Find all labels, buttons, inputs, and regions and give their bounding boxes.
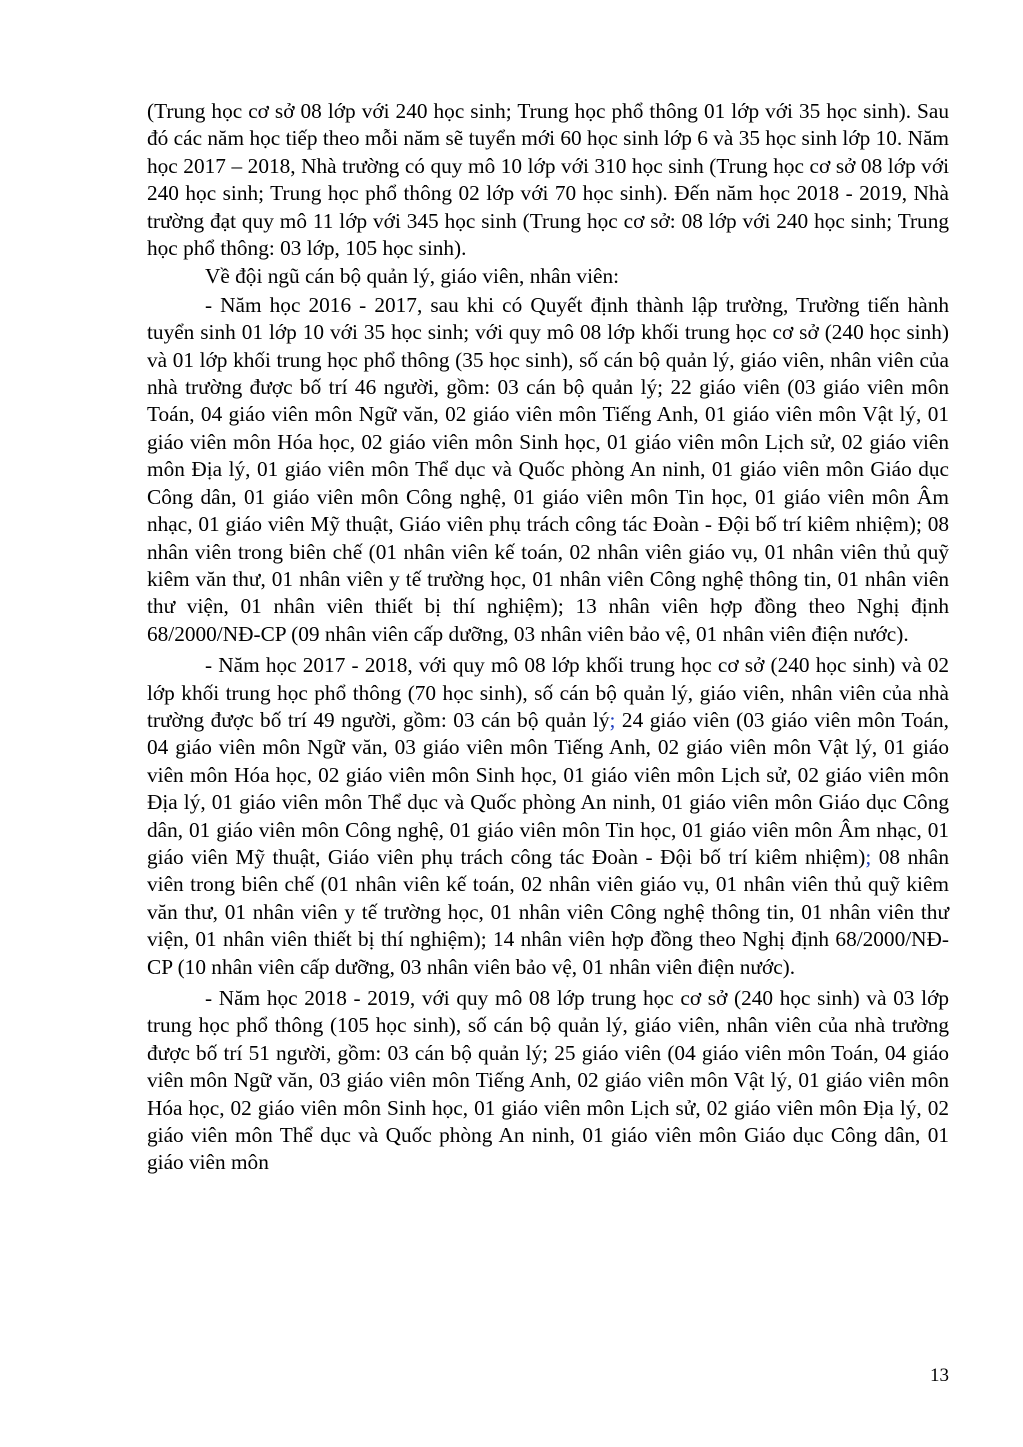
paragraph-staff-2017-2018-part1: - Năm học 2017 - 2018, với quy mô 08 lớp khối trung học cơ sở (240 học sinh) và 02 lớp khối trung học phổ thông (70 học sinh), số cán bộ quản lý, giáo viên, nhân viên của nhà trường được bố trí 49 người, gồm: 03 cán bộ quản lý xyxy=(147,653,949,732)
document-body xyxy=(147,98,949,1177)
paragraph-staff-2017-2018-part3: 08 nhân viên trong biên chế (01 nhân viên kế toán, 02 nhân viên giáo vụ, 01 nhân viên thủ quỹ kiêm văn thư, 01 nhân viên y tế trường học, 01 nhân viên Công nghệ thông tin, 01 nhân viên thư viện, 01 nhân viên thiết bị thí nghiệm); 14 nhân viên hợp đồng theo Nghị định 68/2000/NĐ-CP (10 nhân viên cấp dưỡng, 03 nhân viên bảo vệ, 01 nhân viên điện nước). xyxy=(147,844,949,979)
paragraph-staff-2017-2018-part2: 24 giáo viên (03 giáo viên môn Toán, 04 giáo viên môn Ngữ văn, 03 giáo viên môn Tiếng Anh, 02 giáo viên môn Vật lý, 01 giáo viên môn Hóa học, 02 giáo viên môn Sinh học, 01 giáo viên môn Lịch sử, 02 giáo viên môn Địa lý, 01 giáo viên môn Thể dục và Quốc phòng An ninh, 01 giáo viên môn Giáo dục Công dân, 01 giáo viên môn Công nghệ, 01 giáo viên môn Tin học, 01 giáo viên môn Âm nhạc, 01 giáo viên Mỹ thuật, Giáo viên phụ trách công tác Đoàn - Đội bố trí kiêm nhiệm) xyxy=(147,707,949,869)
paragraph-staff-2018-2019: - Năm học 2018 - 2019, với quy mô 08 lớp trung học cơ sở (240 học sinh) và 03 lớp trung học phổ thông (105 học sinh), số cán bộ quản lý, giáo viên, nhân viên của nhà trường được bố trí 51 người, gồm: 03 cán bộ quản lý; 25 giáo viên (04 giáo viên môn Toán, 04 giáo viên môn Ngữ văn, 03 giáo viên môn Tiếng Anh, 02 giáo viên môn Vật lý, 01 giáo viên môn Hóa học, 02 giáo viên môn Sinh học, 01 giáo viên môn Lịch sử, 02 giáo viên môn Địa lý, 02 giáo viên môn Thể dục và Quốc phòng An ninh, 01 giáo viên môn Giáo dục Công dân, 01 giáo viên môn xyxy=(147,986,949,1175)
paragraph-staff-2017-2018 xyxy=(147,652,949,981)
page-number: 13 xyxy=(930,1365,949,1386)
paragraph-enrollment-summary: (Trung học cơ sở 08 lớp với 240 học sinh; Trung học phổ thông 01 lớp với 35 học sinh). Sau đó các năm học tiếp theo mỗi năm sẽ tuyển mới 60 học sinh lớp 6 và 35 học sinh lớp 10. Năm học 2017 – 2018, Nhà trường có quy mô 10 lớp với 310 học sinh (Trung học cơ sở 08 lớp với 240 học sinh; Trung học phổ thông 02 lớp với 70 học sinh). Đến năm học 2018 - 2019, Nhà trường đạt quy mô 11 lớp với 345 học sinh (Trung học cơ sở: 08 lớp với 240 học sinh; Trung học phổ thông: 03 lớp, 105 học sinh). xyxy=(147,99,949,261)
paragraph-staff-heading: Về đội ngũ cán bộ quản lý, giáo viên, nhân viên: xyxy=(205,264,620,289)
highlighted-semicolon: ; xyxy=(609,707,616,732)
highlighted-semicolon: ; xyxy=(865,844,872,869)
paragraph-staff-2016-2017: - Năm học 2016 - 2017, sau khi có Quyết định thành lập trường, Trường tiến hành tuyển sinh 01 lớp 10 với 35 học sinh; với quy mô 08 lớp khối trung học cơ sở (240 học sinh) và 01 lớp khối trung học phổ thông (35 học sinh), số cán bộ quản lý, giáo viên, nhân viên của nhà trường được bố trí 46 người, gồm: 03 cán bộ quản lý; 22 giáo viên (03 giáo viên môn Toán, 04 giáo viên môn Ngữ văn, 02 giáo viên môn Tiếng Anh, 01 giáo viên môn Vật lý, 01 giáo viên môn Hóa học, 02 giáo viên môn Sinh học, 01 giáo viên môn Lịch sử, 02 giáo viên môn Địa lý, 01 giáo viên môn Thể dục và Quốc phòng An ninh, 01 giáo viên môn Giáo dục Công dân, 01 giáo viên môn Công nghệ, 01 giáo viên môn Tin học, 01 giáo viên môn Âm nhạc, 01 giáo viên Mỹ thuật, Giáo viên phụ trách công tác Đoàn - Đội bố trí kiêm nhiệm); 08 nhân viên trong biên chế (01 nhân viên kế toán, 02 nhân viên giáo vụ, 01 nhân viên thủ quỹ kiêm văn thư, 01 nhân viên y tế trường học, 01 nhân viên Công nghệ thông tin, 01 nhân viên thư viện, 01 nhân viên thiết bị thí nghiệm); 13 nhân viên hợp đồng theo Nghị định 68/2000/NĐ-CP (09 nhân viên cấp dưỡng, 03 nhân viên bảo vệ, 01 nhân viên điện nước). xyxy=(147,292,949,646)
